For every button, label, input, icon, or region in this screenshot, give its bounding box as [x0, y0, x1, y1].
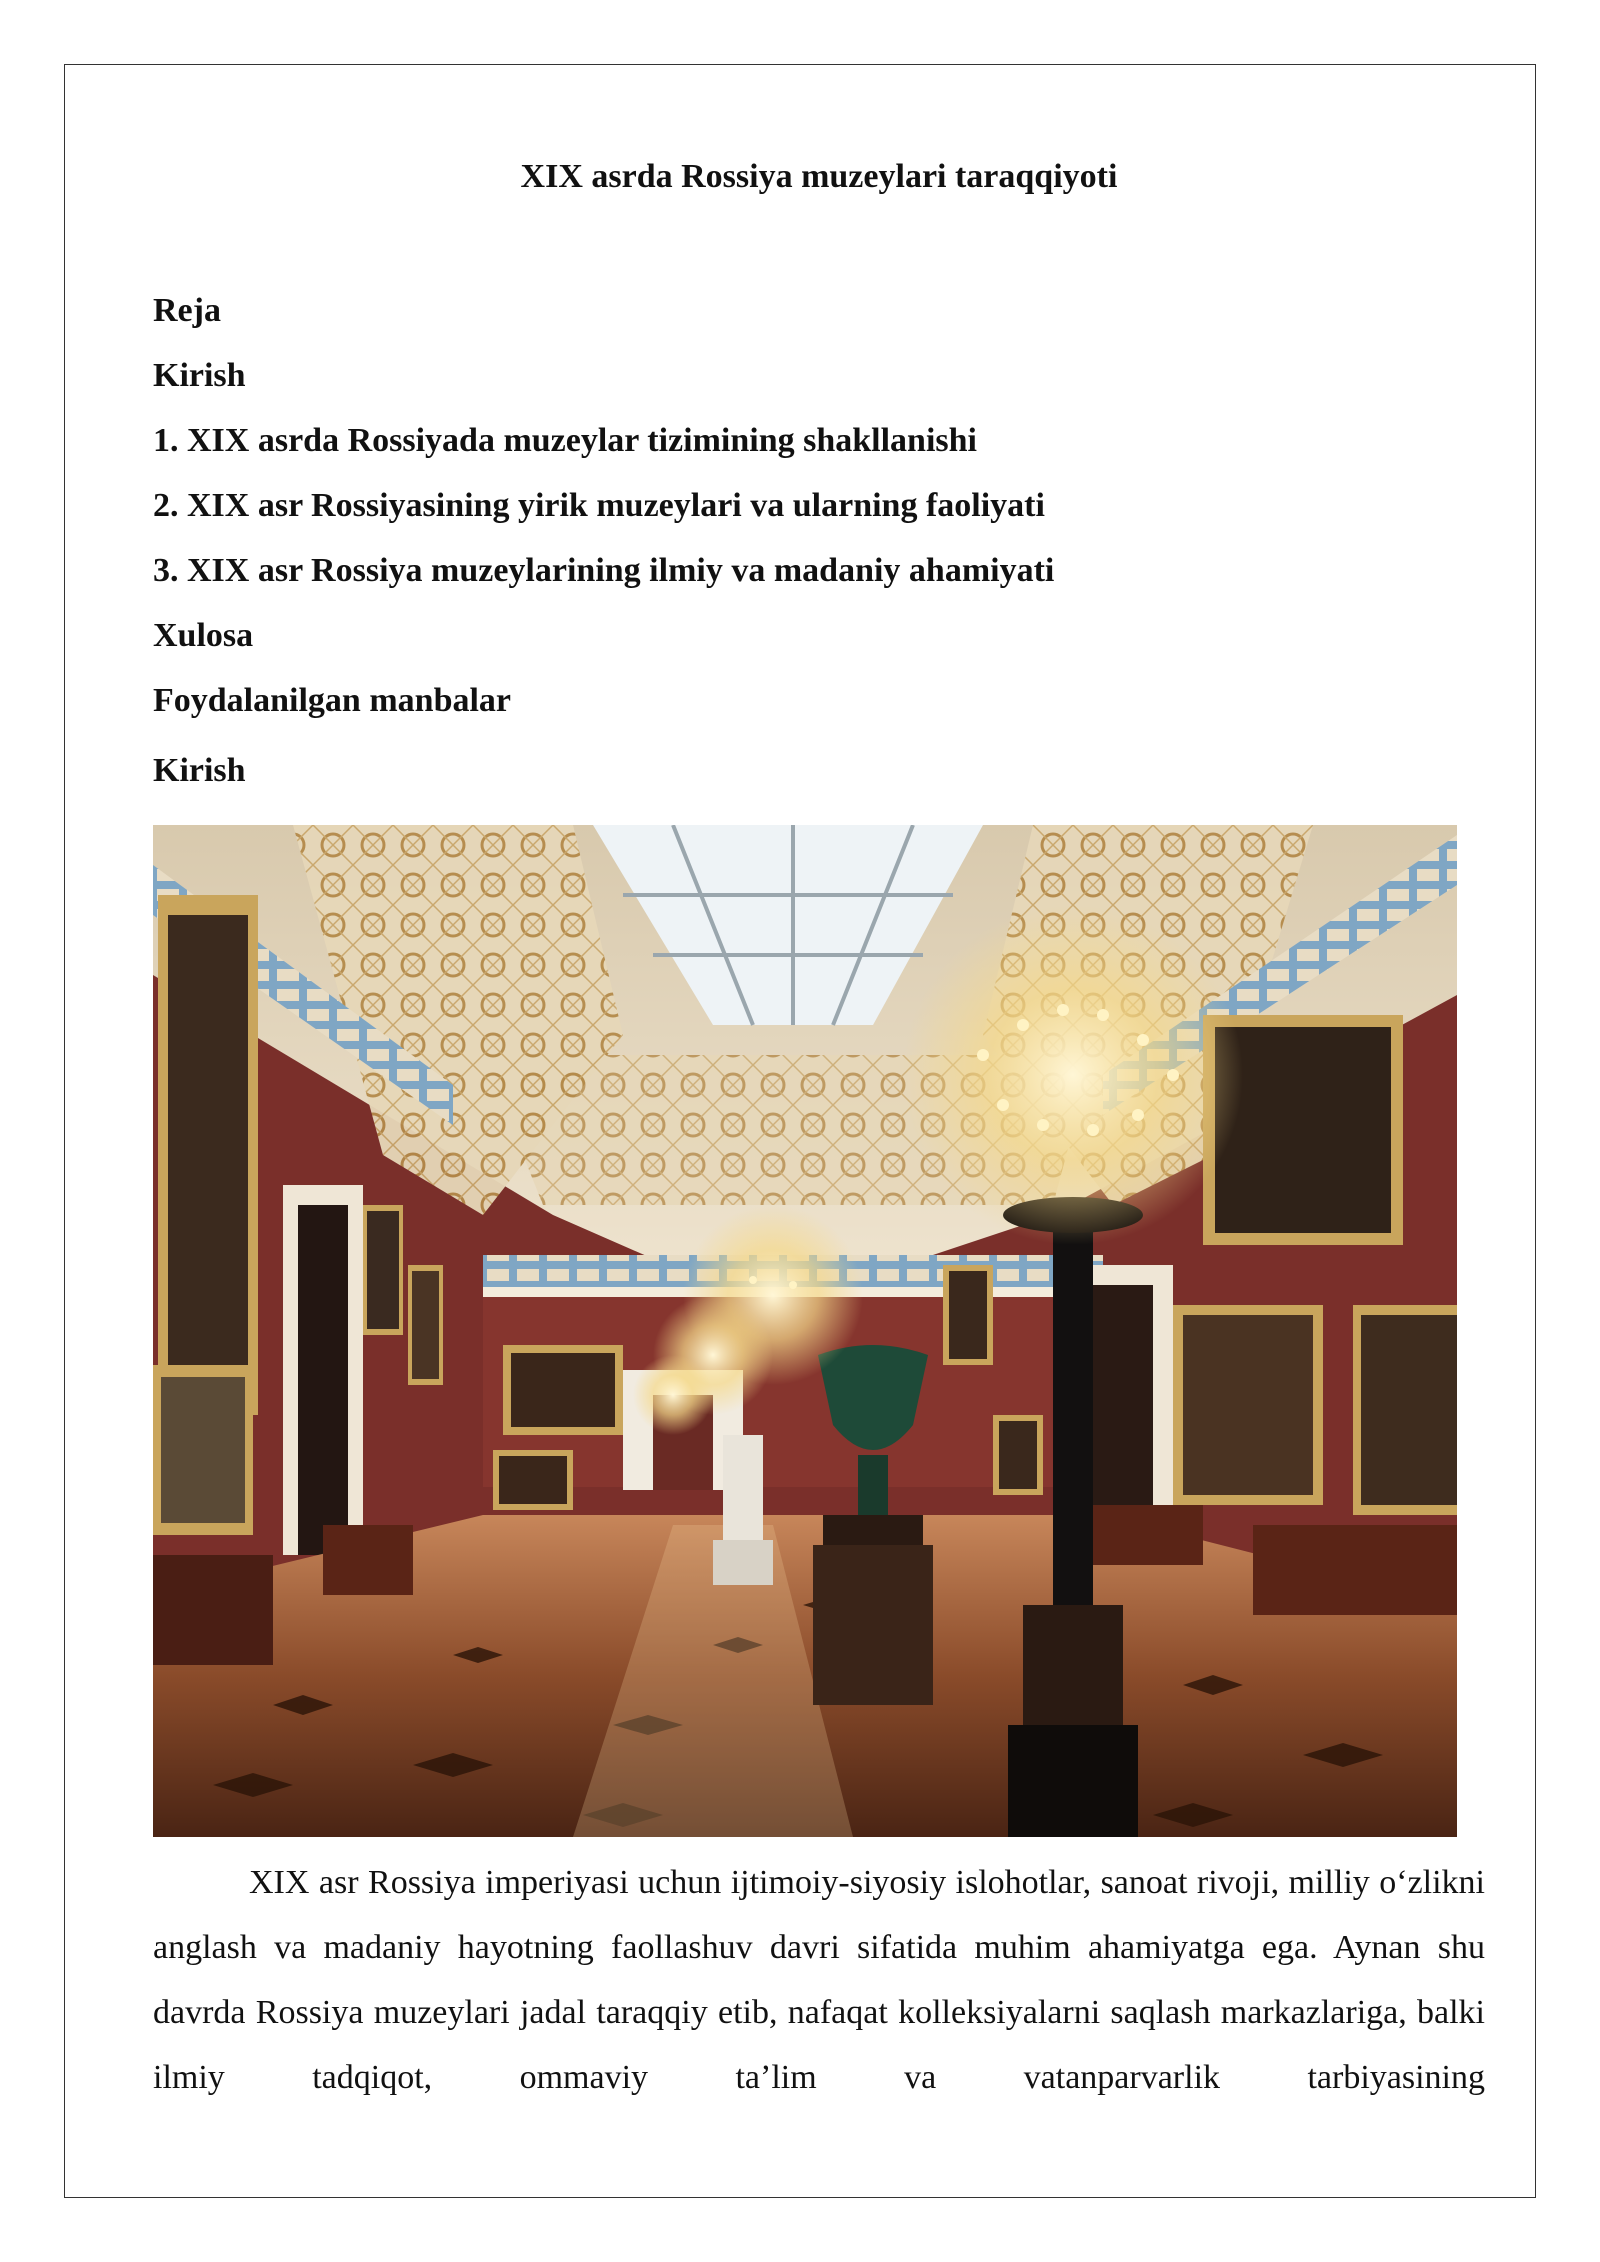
plan-item-1: 1. XIX asrda Rossiyada muzeylar tizimining shakllanishi [153, 422, 978, 459]
plan-item-sources: Foydalanilgan manbalar [153, 682, 512, 719]
document-title: XIX asrda Rossiya muzeylari taraqqiyoti [520, 158, 1118, 195]
intro-paragraph: XIX asr Rossiya imperiyasi uchun ijtimoiy-siyosiy islohotlar, sanoat rivoji, milliy oʻzlikni anglash va madaniy hayotning faollashuv davri sifatida muhim ahamiyatga ega. Aynan shu davrda Rossiya muzeylari jadal taraqqiy etib, nafaqat kolleksiyalarni saqlash markazlariga, balki ilmiy tadqiqot, ommaviy taʼlim va vatanparvarlik tarbiyasining [153, 1864, 1485, 2096]
museum-hall-photo [153, 825, 1457, 1837]
plan-list [153, 278, 1054, 733]
plan-item-3: 3. XIX asr Rossiya muzeylarining ilmiy va madaniy ahamiyati [153, 552, 1055, 589]
plan-item-conclusion: Xulosa [153, 617, 254, 654]
plan-heading: Reja [153, 292, 221, 329]
section-heading: Kirish [153, 752, 246, 789]
plan-item-2: 2. XIX asr Rossiyasining yirik muzeylari va ularning faoliyati [153, 487, 1045, 524]
plan-item-introduction: Kirish [153, 357, 246, 394]
